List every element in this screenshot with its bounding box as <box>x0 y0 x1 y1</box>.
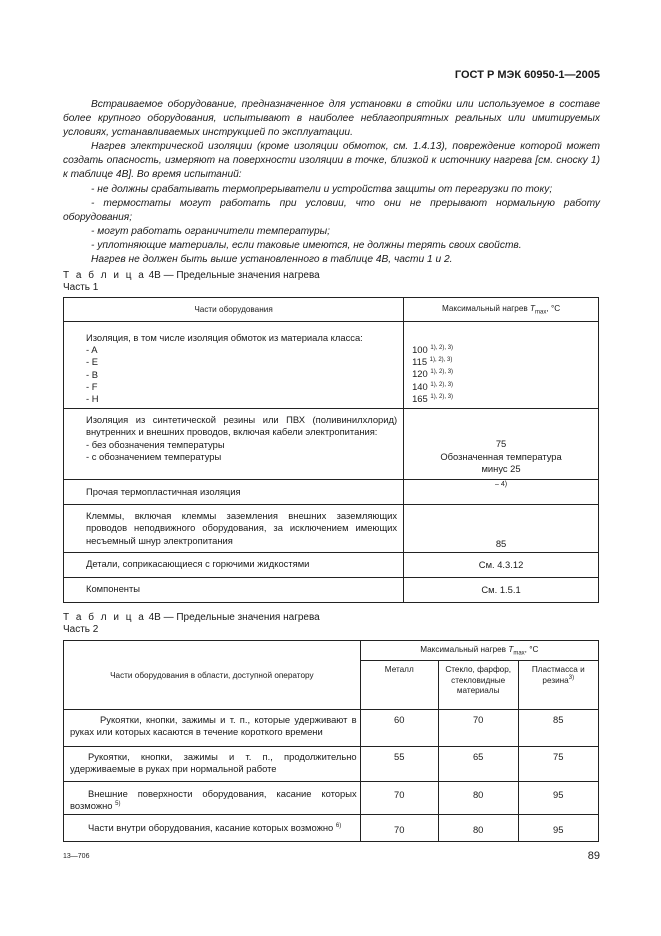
row-value: См. 4.3.12 <box>404 553 599 578</box>
intro-list-item: - могут работать ограничители температуры; <box>91 225 331 237</box>
row-label: Рукоятки, кнопки, зажимы и т. п., продолжительно удерживаемые в руках при нормальной работе <box>64 747 361 782</box>
table1 <box>63 297 599 603</box>
row-label: Рукоятки, кнопки, зажимы и т. п., которые удерживают в руках или которых касаются в течение короткого времени <box>64 710 361 747</box>
standard-number: ГОСТ Р МЭК 60950-1—2005 <box>454 69 600 81</box>
sub-header-glass: Стекло, фарфор, стекловидные материалы <box>438 661 518 710</box>
table-row <box>64 553 599 578</box>
intro-paragraph: Нагрев не должен быть выше установленного в таблице 4В, части 1 и 2. <box>91 254 453 266</box>
table2-caption: Т а б л и ц а 4В — Предельные значения нагрева Часть 2 <box>63 612 320 635</box>
table1-caption: Т а б л и ц а 4В — Предельные значения нагрева Часть 1 <box>63 270 320 293</box>
intro-list-item: - термостаты могут работать при условии, что они не прерывают нормальную работу оборудования; <box>63 197 600 223</box>
table-row: Внешние поверхности оборудования, касание которых возможно $^{5)}$ 70 80 95 <box>64 782 599 815</box>
row-label: Изоляция из синтетической резины или ПВХ (поливинилхлорид) внутренних и внешних проводов, включая кабели электропитания: - без обозначения температуры - с обозначением температуры <box>64 409 404 480</box>
table-row <box>64 505 599 553</box>
row-label: Детали, соприкасающиеся с горючими жидкостями <box>64 553 404 578</box>
row-values: 100 $^{1), 2), 3)}$ 115 $^{1), 2), 3)}$ 120 $^{1), 2), 3)}$ 140 $^{1), 2), 3)}$ 165 $^{1), 2), 3)}$ <box>404 322 599 409</box>
row-label: Части внутри оборудования, касание которых возможно $^{6)}$ <box>64 815 361 842</box>
row-values: 75 Обозначенная температура минус 25 <box>404 409 599 480</box>
table2-col1-header: Части оборудования в области, доступной оператору <box>64 641 361 710</box>
row-label: Изоляция, в том числе изоляция обмоток из материала класса: - A - E - B - F - H <box>64 322 404 409</box>
sub-header-plastic: Пластмасса и резина$^{3)}$ <box>518 661 599 710</box>
row-value: См. 1.5.1 <box>404 578 599 603</box>
table1-col1-header: Части оборудования <box>64 298 404 322</box>
table2-part: Часть 2 <box>63 624 99 635</box>
intro-paragraph: Встраиваемое оборудование, предназначенное для установки в стойки или используемое в составе более крупного оборудования, испытывают в наиболее неблагоприятных реальных или имитируемых условиях, устанавливаемых инструкцией по эксплуатации. <box>63 99 600 139</box>
row-value: – 4) <box>404 480 599 505</box>
table1-col2-header: Максимальный нагрев $T_{max}$, °С <box>404 298 599 322</box>
intro-list-item: - не должны срабатывать термопрерыватели и устройства защиты от перегрузки по току; <box>91 183 553 195</box>
table-row: Части внутри оборудования, касание которых возможно $^{6)}$ 70 80 95 <box>64 815 599 842</box>
table2 <box>63 640 599 842</box>
page-number: 89 <box>587 850 600 862</box>
table-row <box>64 322 599 409</box>
row-label: Клеммы, включая клеммы заземления внешних заземляющих проводов неподвижного оборудования, за исключением имеющих несъемный шнур электропитания <box>64 505 404 553</box>
intro-list-item: - уплотняющие материалы, если таковые имеются, не должны терять своих свойств. <box>91 239 522 251</box>
intro-text <box>63 98 600 267</box>
row-value: 85 <box>404 505 599 553</box>
table-row <box>64 578 599 603</box>
row-label: Внешние поверхности оборудования, касание которых возможно $^{5)}$ <box>64 782 361 815</box>
table2-group-header: Максимальный нагрев $T_{max}$, °С <box>360 641 598 661</box>
row-label: Прочая термопластичная изоляция <box>64 480 404 505</box>
table1-part: Часть 1 <box>63 282 99 293</box>
row-label: Компоненты <box>64 578 404 603</box>
table-row <box>64 409 599 480</box>
table-row: Рукоятки, кнопки, зажимы и т. п., которые удерживают в руках или которых касаются в течение короткого времени 60 70 85 <box>64 710 599 747</box>
print-sheet-mark: 13—706 <box>63 853 90 860</box>
intro-paragraph: Нагрев электрической изоляции (кроме изоляции обмоток, см. 1.4.13), повреждение которой может создать опасность, измеряют на поверхности изоляции в точке, близкой к источнику нагрева [см. сноску 1) к таблице 4В]. Во время испытаний: <box>63 141 600 181</box>
table-row: Рукоятки, кнопки, зажимы и т. п., продолжительно удерживаемые в руках при нормальной работе 55 65 75 <box>64 747 599 782</box>
sub-header-metal: Металл <box>360 661 438 710</box>
table-row <box>64 480 599 505</box>
